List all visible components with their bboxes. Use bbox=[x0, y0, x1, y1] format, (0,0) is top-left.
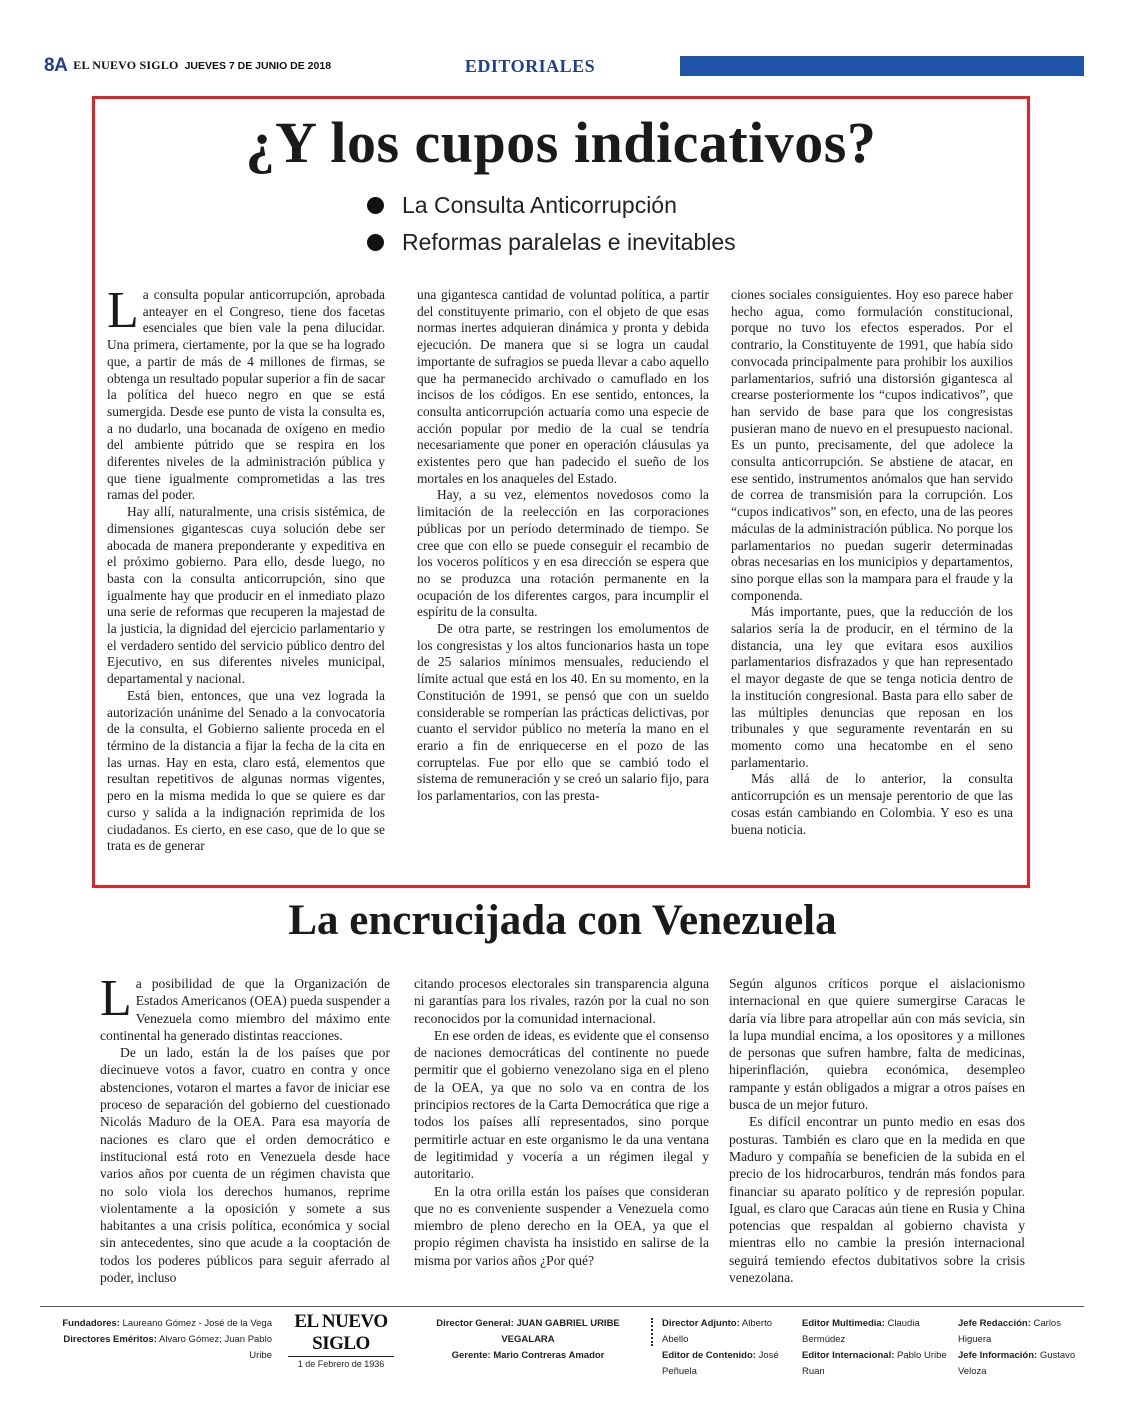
masthead-logo bbox=[282, 1311, 400, 1369]
article-title: ¿Y los cupos indicativos? bbox=[245, 110, 877, 175]
article-paragraph: Está bien, entonces, que una vez lograda la autorización unánime del Senado a la convocatoria de la consulta, el Gobierno saliente proceda en el término de la distancia a fijar la fecha de la cita en las urnas. Hay en esta, claro está, elementos que resultan repetitivos de algunas normas vigentes, pero en la misma medida lo que se quiere es dar curso y salida a la indignación reprimida de los ciudadanos. Es cierto, en ese caso, que de lo que se trata es de generar bbox=[107, 687, 385, 854]
article-column-2 bbox=[417, 287, 709, 805]
founded-date: 1 de Febrero de 1936 bbox=[297, 1359, 385, 1369]
page-number: 8A bbox=[44, 54, 68, 76]
article-title-venezuela: La encrucijada con Venezuela bbox=[288, 897, 837, 944]
footer-separator bbox=[651, 1318, 653, 1346]
article-paragraph: Hay, a su vez, elementos novedosos como la limitación de la reelección en las corporaciones públicas por un período determinado de tiempo. Se cree que con ello se puede conseguir el recambio de los voceros políticos y en esa dirección se espera que no se produzca una rotación permanente en la ocupación de los diferentes cargos, para incumplir el espíritu de la consulta. bbox=[417, 487, 709, 620]
article2-column-1 bbox=[100, 970, 390, 1286]
drop-cap: L bbox=[107, 282, 139, 339]
footer-founders: Fundadores: Laureano Gómez - José de la Vega Directores Eméritos: Alvaro Gómez; Juan Pablo Uribe bbox=[62, 1318, 272, 1361]
drop-cap: L bbox=[100, 970, 132, 1027]
article-paragraph: Más allá de lo anterior, la consulta anticorrupción es un mensaje perentorio de que las cosas están cambiando en Colombia. Y eso es una buena noticia. bbox=[731, 771, 1013, 837]
article-paragraph: Es difícil encontrar un punto medio en esas dos posturas. También es claro que en la medida en que Maduro y compañía se beneficien de la subida en el precio de los hidrocarburos, tendrán más fondos para financiar su aparato político y de represión popular. Igual, es claro que Caracas aún tiene en Rusia y China potencias que respaldan al gobierno chavista y mientras ello no cambie la presión internacional seguirá temiendo efectos dubitativos sobre la crisis venezolana. bbox=[729, 1114, 1025, 1286]
article2-column-3 bbox=[729, 975, 1025, 1286]
subhead-item bbox=[367, 187, 736, 224]
article-column-1 bbox=[107, 282, 385, 855]
section-name: EDITORIALES bbox=[380, 55, 680, 77]
article-paragraph: De otra parte, se restringen los emolumentos de los congresistas y los altos funcionarios hasta un tope de 25 salarios mínimos mensuales, reduciendo el límite actual que está en los 40. En su momento, en la Constitución de 1991, se pensó que con un sueldo considerable se romperían las prácticas delictivas, por cuanto el servidor público no metería la mano en el erario a fin de enriquecerse en el pozo de las corruptelas. Fue por ello que se cambió todo el sistema de remuneración y se creó un salario fijo, para los parlamentarios, con las presta- bbox=[417, 621, 709, 804]
subhead-text: Reformas paralelas e inevitables bbox=[402, 229, 736, 255]
footer-editors-2: Editor Multimedia: Claudia Bermúdez Editor Internacional: Pablo Uribe Ruan bbox=[802, 1318, 947, 1377]
article-paragraph: Hay allí, naturalmente, una crisis sistémica, de dimensiones gigantescas cuya solución debe ser abocada de manera preponderante y expeditiva en el próximo gobierno. Para ello, desde luego, no basta con la consulta anticorrupción, sino que igualmente hay que producir en el inmediato plazo una serie de reformas que recuperen la majestad de la justicia, la dignidad del ejercicio parlamentario y el verdadero sentido del servicio público dentro del Ejecutivo, en sus diferentes niveles municipal, departamental y nacional. bbox=[107, 504, 385, 687]
issue-date: JUEVES 7 DE JUNIO DE 2018 bbox=[184, 59, 332, 72]
article-paragraph: En ese orden de ideas, es evidente que el consenso de naciones democráticas del continente no puede permitir que el gobierno venezolano siga en el pleno de la OEA, ya que no solo va en contra de los principios rectores de la Carta Democrática que rige a todos los países allí representados, sino porque permitirle actuar en este organismo le da una ventana de legitimidad y vocería a un régimen ilegal y autoritario. bbox=[414, 1027, 709, 1182]
article-paragraph: Según algunos críticos porque el aislacionismo internacional en que quiere sumergirse Caracas le daría vía libre para atropellar aún con más sevicia, sin la lupa mundial encima, a los opositores y a millones de personas que sufren hambre, falta de medicinas, hiperinflación, quiebra económica, desempleo rampante y están obligados a migrar a otros países en busca de un mejor futuro. bbox=[729, 976, 1025, 1113]
article-paragraph: La consulta popular anticorrupción, aprobada anteayer en el Congreso, tiene dos facetas esenciales que bien vale la pena dilucidar. Una primera, ciertamente, por la que se ha logrado que, a partir de más de 4 millones de firmas, se obtenga un resultado popular superior a fin de sacar la política del hueco negro en que se está sumergida. Desde ese punto de vista la consulta es, a no dudarlo, una bocanada de oxígeno en medio del ambiente pútrido que se respira en los diferentes niveles de la administración pública y que tiene igualmente comprometidas a las tres ramas del poder. bbox=[107, 282, 385, 503]
footer-editors-1: Director Adjunto: Alberto Abello Editor de Contenido: José Peñuela bbox=[662, 1318, 779, 1377]
page-header bbox=[40, 53, 1084, 78]
subhead-item bbox=[367, 224, 736, 261]
logo-divider bbox=[288, 1356, 394, 1357]
bullet-dot-icon bbox=[367, 234, 384, 251]
header-left bbox=[40, 53, 370, 78]
article-paragraph: La posibilidad de que la Organización de Estados Americanos (OEA) pueda suspender a Venezuela como miembro del máximo ente continental ha generado distintas reacciones. bbox=[100, 970, 390, 1043]
article-subheads bbox=[367, 187, 736, 261]
article-column-3 bbox=[731, 287, 1013, 838]
article-paragraph: ciones sociales consiguientes. Hoy eso parece haber hecho agua, como formulación constitucional, porque no tuvo los efectos esperados. Por el contrario, la Constituyente de 1991, que había sido convocada principalmente para prohibir los auxilios parlamentarios, sufrió una distorsión gigantesca al crearse posteriormente los “cupos indicativos”, que han servido de base para que los congresistas pusieran mano de nuevo en el presupuesto nacional. Es un punto, precisamente, del que adolece la consulta anticorrupción. Se abstiene de atacar, en ese sentido, instrumentos anómalos que han servido de correa de transmisión para la corrupción. Los “cupos indicativos” son, en efecto, una de las peores máculas de la administración pública. No porque los parlamentarios no puedan sugerir determinadas obras necesarias en los municipios y departamentos, sino porque ellas son la mampara para el fraude y la componenda. bbox=[731, 287, 1013, 603]
bullet-dot-icon bbox=[367, 197, 384, 214]
editorial-article-cupos bbox=[92, 96, 1030, 888]
article-paragraph: De un lado, están la de los países que por diecinueve votos a favor, cuatro en contra y once abstenciones, votaron el martes a favor de iniciar ese proceso de separación del gobierno del cuestionado Nicolás Maduro de la OEA. Para esa mayoría de naciones es claro que el orden democrático e institucional está roto en Venezuela desde hace varios años por cuenta de un régimen chavista que no solo viola los derechos humanos, reprime violentamente a la oposición y somete a sus habitantes a una crisis política, económica y social sin antecedentes, sino que acude a la cooptación de todos los poderes públicos para seguir aferrado al poder, incluso bbox=[100, 1045, 390, 1286]
article-paragraph: citando procesos electorales sin transparencia alguna ni garantías para los rivales, razón por la cual no son reconocidos por la comunidad internacional. bbox=[414, 976, 709, 1026]
footer-editors-3: Jefe Redacción: Carlos Higuera Jefe Información: Gustavo Veloza bbox=[958, 1318, 1076, 1377]
article-paragraph: una gigantesca cantidad de voluntad política, a partir del constituyente primario, con el objeto de que esas normas inertes adquieran dinámica y pronta y debida ejecución. De manera que si se logra un caudal importante de sufragios se pueda llevar a cabo aquello que ha permanecido archivado o camuflado en los incisos de los códigos. En ese sentido, entonces, la consulta anticorrupción actuaría como una especie de acción popular por medio de la cual se tendría necesariamente que poner en operación cláusulas ya existentes pero que han padecido el sueño de los mortales en los anaqueles del Estado. bbox=[417, 287, 709, 486]
article-paragraph: Más importante, pues, que la reducción de los salarios sería la de producir, en el término de la distancia, una ley que evitara esos auxilios parlamentarios disfrazados y que han representado el mayor degaste de que se tenga noticia dentro de la institución congresional. Basta para ello saber de las múltiples denuncias que reposan en los tribunales y que seguramente reventarán en su momento como una hecatombe en el seno parlamentario. bbox=[731, 604, 1013, 770]
paper-name: EL NUEVO SIGLO bbox=[73, 58, 179, 72]
subhead-text: La Consulta Anticorrupción bbox=[402, 192, 677, 218]
footer-director: Director General: JUAN GABRIEL URIBE VEGALARA Gerente: Mario Contreras Amador bbox=[436, 1318, 620, 1361]
article-paragraph: En la otra orilla están los países que consideran que no es conveniente suspender a Venezuela como miembro de pleno derecho en la OEA, ya que el propio régimen chavista ha insistido en salirse de la misma por varios años ¿Por qué? bbox=[414, 1183, 709, 1268]
logo-name: EL NUEVO SIGLO bbox=[294, 1311, 388, 1354]
article2-column-2 bbox=[414, 975, 709, 1269]
footer-rule bbox=[40, 1306, 1084, 1307]
